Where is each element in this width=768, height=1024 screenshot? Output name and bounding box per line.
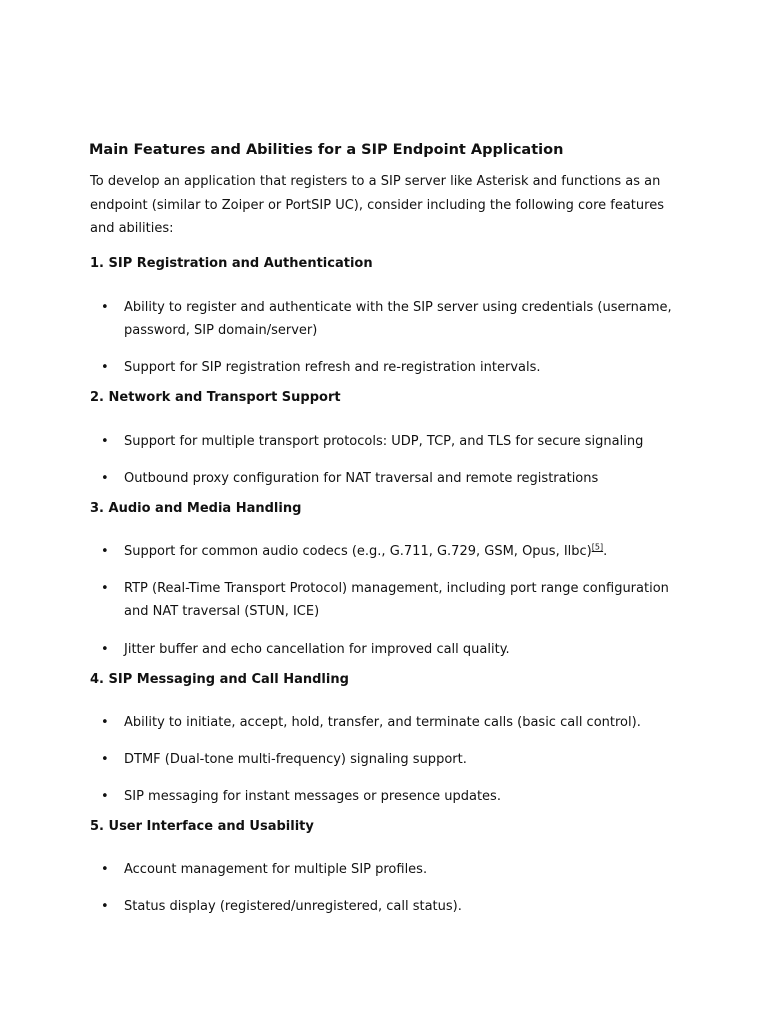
bullet-icon: • [101, 862, 109, 877]
bullet-icon: • [101, 471, 109, 486]
bullet-icon: • [101, 715, 109, 730]
list-item: Ability to initiate, accept, hold, transfer, and terminate calls (basic call control). [124, 715, 641, 730]
list-item-text: Support for common audio codecs (e.g., G.711, G.729, GSM, Opus, Ilbc) [124, 544, 592, 559]
list-item: SIP messaging for instant messages or presence updates. [124, 789, 501, 804]
section-heading-audio-media: 3. Audio and Media Handling [90, 501, 302, 516]
footnote-link[interactable]: [5] [591, 542, 604, 552]
list-item [124, 540, 694, 563]
list-item: Outbound proxy configuration for NAT traversal and remote registrations [124, 471, 599, 486]
bullet-icon: • [101, 434, 109, 449]
list-item-tail: . [603, 544, 608, 559]
section-heading-sip-registration: 1. SIP Registration and Authentication [90, 256, 373, 271]
bullet-icon: • [101, 544, 109, 559]
bullet-icon: • [101, 789, 109, 804]
section-heading-network-transport: 2. Network and Transport Support [90, 390, 341, 405]
list-item: DTMF (Dual-tone multi-frequency) signaling support. [124, 752, 467, 767]
list-item: Support for SIP registration refresh and re-registration intervals. [124, 360, 541, 375]
intro-paragraph: To develop an application that registers to a SIP server like Asterisk and functions as an endpoint (similar to Zoiper or PortSIP UC), consider including the following core features and abilities: [90, 174, 664, 236]
list-item: Jitter buffer and echo cancellation for improved call quality. [124, 642, 510, 657]
list-item: RTP (Real-Time Transport Protocol) management, including port range configuration and NAT traversal (STUN, ICE) [124, 581, 669, 619]
bullet-icon: • [101, 360, 109, 375]
bullet-icon: • [101, 899, 109, 914]
list-item: Status display (registered/unregistered, call status). [124, 899, 462, 914]
section-heading-sip-messaging: 4. SIP Messaging and Call Handling [90, 672, 349, 687]
list-item: Account management for multiple SIP profiles. [124, 862, 428, 877]
list-item: Ability to register and authenticate with the SIP server using credentials (username, password, SIP domain/server) [124, 300, 672, 338]
bullet-icon: • [101, 642, 109, 657]
bullet-icon: • [101, 581, 109, 596]
list-item: Support for multiple transport protocols: UDP, TCP, and TLS for secure signaling [124, 434, 644, 449]
document-title: Main Features and Abilities for a SIP Endpoint Application [89, 142, 564, 158]
bullet-icon: • [101, 752, 109, 767]
section-heading-user-interface: 5. User Interface and Usability [90, 819, 314, 834]
bullet-icon: • [101, 300, 109, 315]
